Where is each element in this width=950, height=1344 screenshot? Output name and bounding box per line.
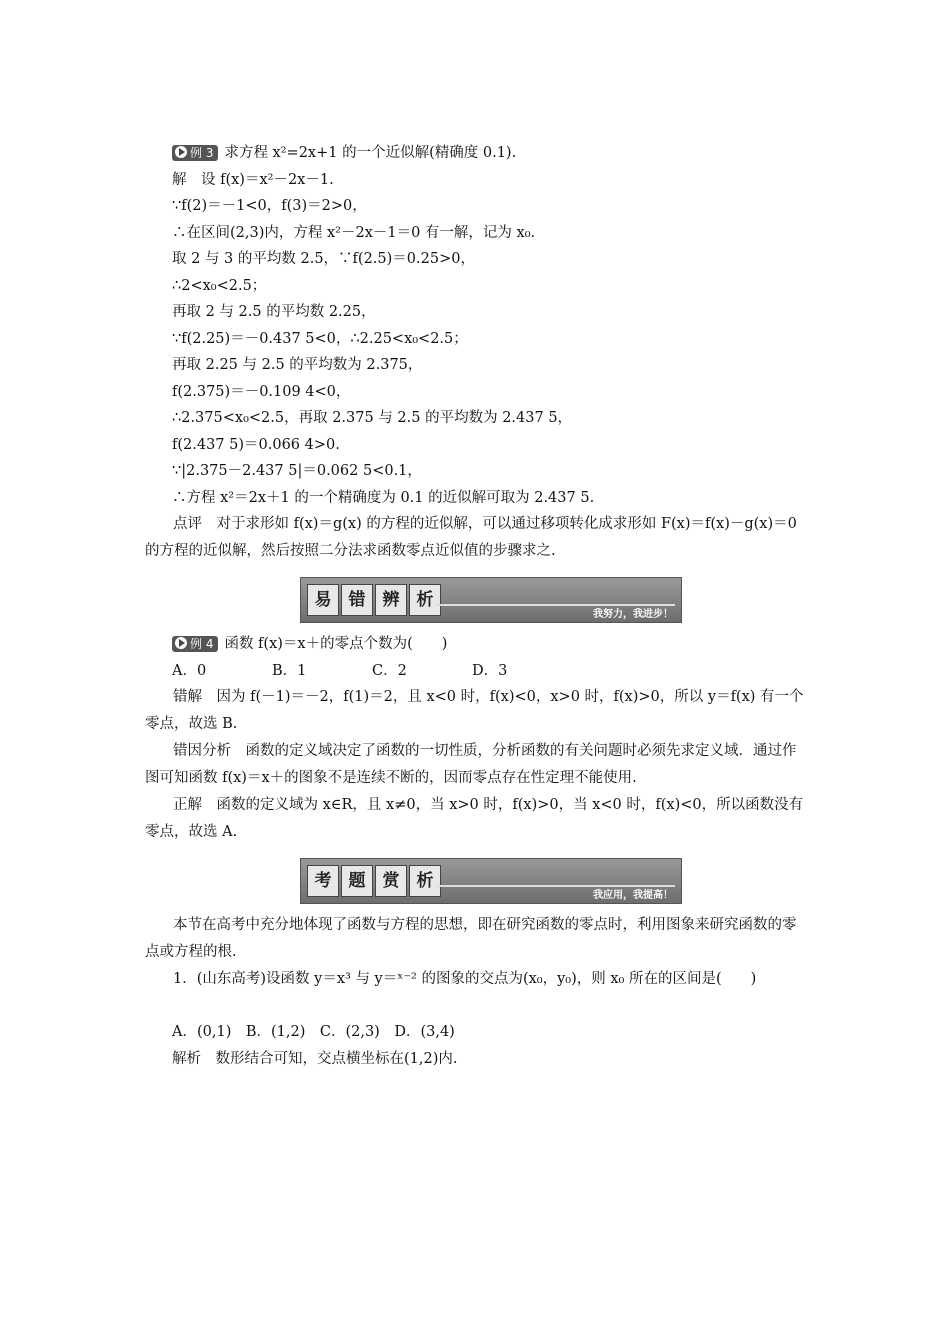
example-3-tag-label: 例 3 — [190, 146, 214, 160]
banner-slogan: 我努力，我进步！ — [593, 609, 673, 620]
banner-char: 错 — [341, 584, 373, 616]
solution-line: 取 2 与 3 的平均数 2.5，∵f(2.5)＝0.25>0， — [172, 251, 475, 267]
exam-question-1: 1．(山东高考)设函数 y＝x³ 与 y＝ˣ⁻² 的图象的交点为(x₀，y₀)，则 x₀ 所在的区间是( ) — [173, 971, 757, 987]
solution-line: ∵f(2.25)＝－0.437 5<0，∴2.25<x₀<2.5； — [172, 330, 468, 347]
play-icon — [175, 637, 187, 649]
banner-char: 析 — [409, 584, 441, 616]
example-4-tag — [172, 636, 218, 652]
wrong-solution: 错解 因为 f(－1)＝－2，f(1)＝2，且 x<0 时，f(x)<0，x>0 时，f(x)>0，所以 y＝f(x) 有一个零点，故选 B. — [145, 689, 804, 732]
solution-line: ∴2.375<x₀<2.5，再取 2.375 与 2.5 的平均数为 2.437 5， — [172, 410, 573, 426]
banner-char: 辨 — [375, 584, 407, 616]
example-4-question-text: 函数 f(x)＝x＋的零点个数为( ) — [224, 636, 448, 652]
section-banner-exam-analysis — [300, 858, 682, 904]
solution-line: f(2.437 5)＝0.066 4>0. — [172, 436, 340, 453]
banner-slogan: 我应用，我提高！ — [593, 890, 673, 901]
example-4-question — [172, 631, 812, 658]
banner-char: 考 — [307, 865, 339, 897]
option: B．1 — [272, 662, 307, 679]
solution-line: ∴在区间(2,3)内，方程 x²－2x－1＝0 有一解，记为 x₀. — [172, 224, 536, 241]
exam-intro: 本节在高考中充分地体现了函数与方程的思想，即在研究函数的零点时，利用图象来研究函数的零点或方程的根. — [145, 917, 797, 960]
solution-line: ∵|2.375－2.437 5|＝0.062 5<0.1， — [172, 463, 422, 479]
solution-line: f(2.375)＝－0.109 4<0， — [172, 383, 351, 400]
example-3-comment: 点评 对于求形如 f(x)＝g(x) 的方程的近似解，可以通过移项转化成求形如 F(x)＝f(x)－g(x)＝0 的方程的近似解，然后按照二分法求函数零点近似值的步骤求之. — [145, 516, 797, 559]
banner-char: 赏 — [375, 865, 407, 897]
play-icon — [175, 146, 187, 158]
solution-line: ∴方程 x²＝2x＋1 的一个精确度为 0.1 的近似解可取为 2.437 5. — [172, 489, 595, 506]
option: A．0 — [172, 662, 207, 679]
solution-line: ∴2<x₀<2.5； — [172, 277, 267, 294]
error-analysis: 错因分析 函数的定义域决定了函数的一切性质，分析函数的有关问题时必须先求定义域．通过作图可知函数 f(x)＝x＋的图象不是连续不断的，因而零点存在性定理不能使用. — [145, 743, 797, 786]
exam-question-1-solution: 解析 数形结合可知，交点横坐标在(1,2)内. — [172, 1050, 458, 1067]
solution-line: ∵f(2)＝－1<0，f(3)＝2>0， — [172, 198, 367, 214]
solution-line: 解 设 f(x)＝x²－2x－1. — [172, 171, 334, 188]
exam-question-1-options: A．(0,1) B．(1,2) C．(2,3) D．(3,4) — [172, 1024, 455, 1040]
example-3-tag — [172, 145, 218, 161]
example-4-options — [172, 658, 812, 685]
option: D．3 — [472, 662, 508, 679]
solution-line: 再取 2.25 与 2.5 的平均数为 2.375， — [172, 357, 423, 373]
banner-char: 题 — [341, 865, 373, 897]
example-4-tag-label: 例 4 — [190, 637, 214, 651]
banner-char: 析 — [409, 865, 441, 897]
option: C．2 — [372, 662, 407, 679]
document-page — [145, 140, 812, 1072]
example-3-question — [172, 140, 812, 167]
correct-solution: 正解 函数的定义域为 x∈R，且 x≠0，当 x>0 时，f(x)>0，当 x<0 时，f(x)<0，所以函数没有零点，故选 A. — [145, 797, 804, 840]
banner-char: 易 — [307, 584, 339, 616]
section-banner-common-mistakes — [300, 577, 682, 623]
solution-line: 再取 2 与 2.5 的平均数 2.25， — [172, 304, 376, 320]
example-3-question-text: 求方程 x²=2x+1 的一个近似解(精确度 0.1). — [224, 145, 517, 161]
